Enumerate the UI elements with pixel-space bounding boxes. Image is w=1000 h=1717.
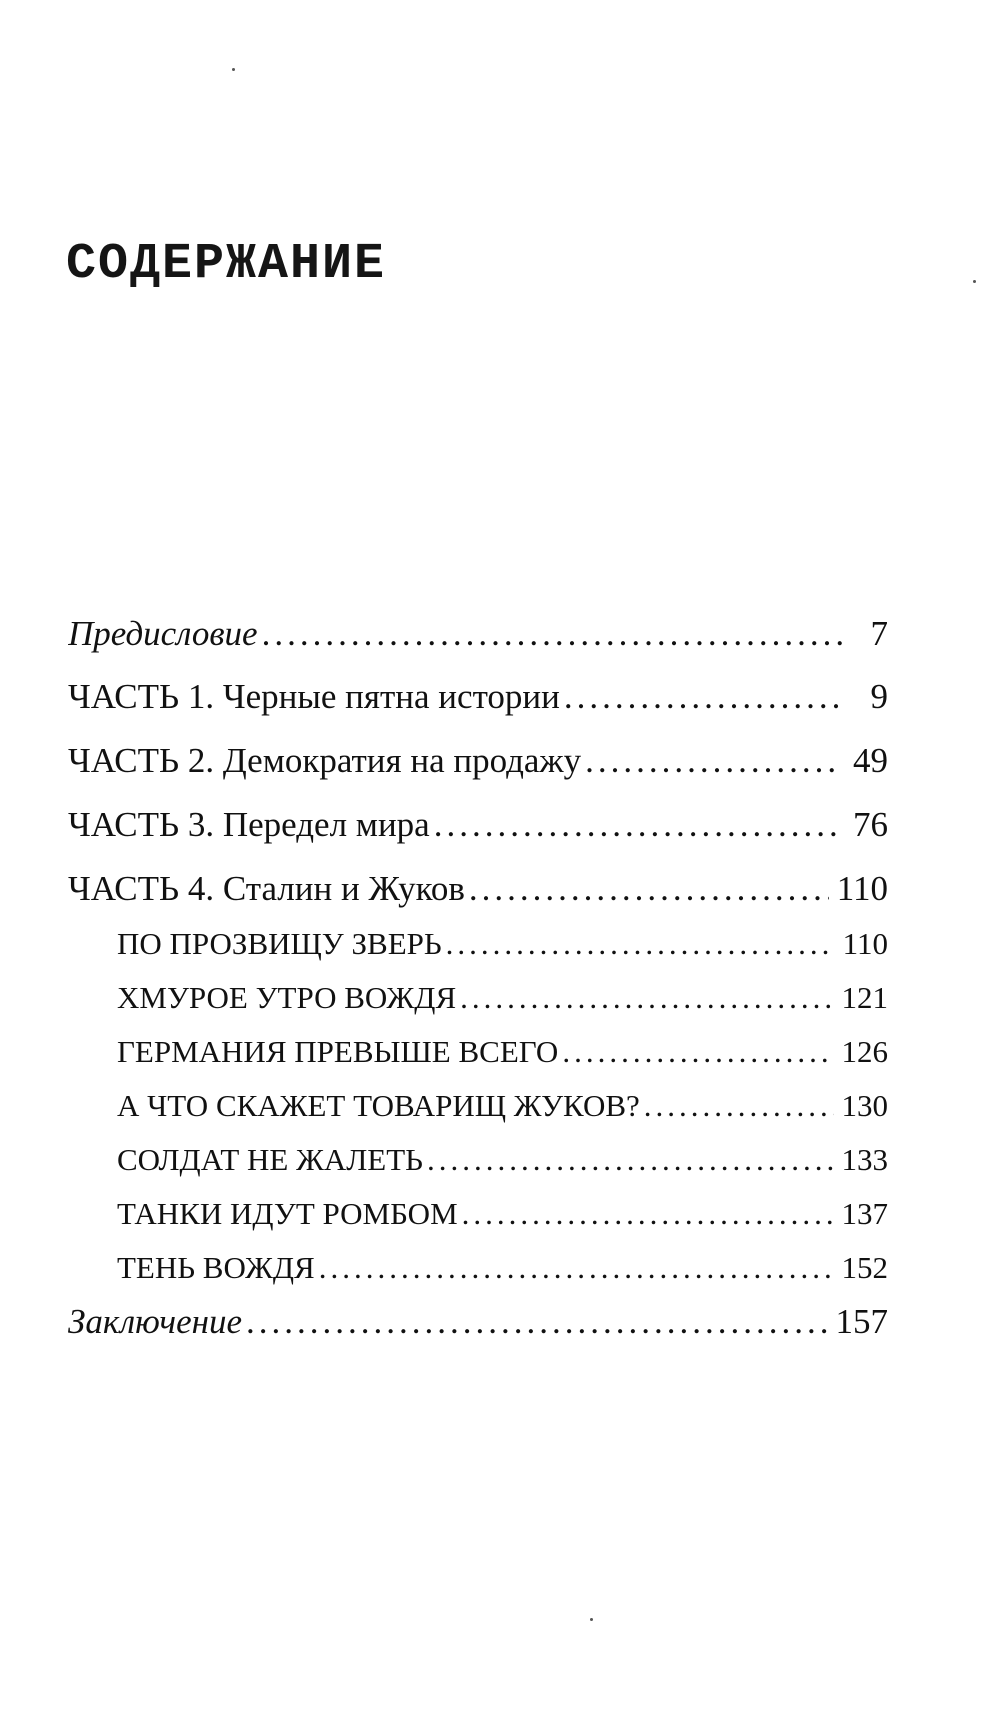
- dot-leader: [460, 976, 833, 1020]
- toc-entry-page: 49: [853, 741, 888, 780]
- toc-entry-label: ЧАСТЬ 2. Демократия на продажу: [68, 741, 582, 780]
- toc-subentry: [117, 1084, 888, 1128]
- toc-entry-page: 110: [842, 926, 888, 961]
- toc-entry-label: ЧАСТЬ 1. Черные пятна истории: [68, 677, 560, 716]
- toc-entry-part-1: [68, 675, 888, 719]
- page-title: СОДЕРЖАНИЕ: [66, 236, 387, 293]
- scan-speck: [590, 1618, 593, 1621]
- toc-entry-label: ЧАСТЬ 3. Передел мира: [68, 805, 430, 844]
- toc-entry-label: А ЧТО СКАЖЕТ ТОВАРИЩ ЖУКОВ?: [117, 1088, 640, 1123]
- dot-leader: [434, 803, 842, 847]
- toc-subentry: [117, 1030, 888, 1074]
- toc-entry-page: 130: [841, 1088, 888, 1123]
- toc-entry-label: ТЕНЬ ВОЖДЯ: [117, 1250, 315, 1285]
- dot-leader: [262, 612, 842, 656]
- toc-entry-label: Заключение: [68, 1302, 243, 1341]
- scan-speck: [973, 280, 976, 283]
- toc-entry-label: ПО ПРОЗВИЩУ ЗВЕРЬ: [117, 926, 442, 961]
- scan-speck: [232, 68, 235, 71]
- dot-leader: [644, 1084, 834, 1128]
- toc-subentry: [117, 922, 888, 966]
- toc-entry-page: 76: [853, 805, 888, 844]
- toc-entry-page: 7: [870, 614, 888, 653]
- toc-entry-part-4: [68, 867, 888, 911]
- toc-entry-label: СОЛДАТ НЕ ЖАЛЕТЬ: [117, 1142, 423, 1177]
- toc-entry-page: 126: [841, 1034, 888, 1069]
- toc-entry-label: ТАНКИ ИДУТ РОМБОМ: [117, 1196, 458, 1231]
- toc-entry-page: 157: [835, 1302, 888, 1341]
- dot-leader: [562, 1030, 833, 1074]
- dot-leader: [462, 1192, 834, 1236]
- dot-leader: [319, 1246, 834, 1290]
- dot-leader: [446, 922, 835, 966]
- toc-entry-page: 9: [870, 677, 888, 716]
- toc-entry-label: Предисловие: [68, 614, 258, 653]
- toc-subentry: [117, 1246, 888, 1290]
- toc-subentry: [117, 1138, 888, 1182]
- toc-entry-page: 110: [836, 869, 888, 908]
- dot-leader: [585, 739, 842, 783]
- dot-leader: [469, 867, 829, 911]
- toc-entry-page: 121: [841, 980, 888, 1015]
- toc-entry-page: 133: [841, 1142, 888, 1177]
- toc-subentry: [117, 976, 888, 1020]
- dot-leader: [427, 1138, 834, 1182]
- dot-leader: [564, 675, 842, 719]
- toc-entry-label: ЧАСТЬ 4. Сталин и Жуков: [68, 869, 465, 908]
- toc-entry-preface: [68, 612, 888, 656]
- toc-entry-label: ХМУРОЕ УТРО ВОЖДЯ: [117, 980, 457, 1015]
- toc-entry-page: 152: [841, 1250, 888, 1285]
- toc-entry-part-2: [68, 739, 888, 783]
- toc-entry-part-3: [68, 803, 888, 847]
- toc-entry-label: ГЕРМАНИЯ ПРЕВЫШЕ ВСЕГО: [117, 1034, 559, 1069]
- dot-leader: [246, 1300, 827, 1344]
- toc-entry-page: 137: [841, 1196, 888, 1231]
- toc-subentry: [117, 1192, 888, 1236]
- toc-entry-conclusion: [68, 1300, 888, 1344]
